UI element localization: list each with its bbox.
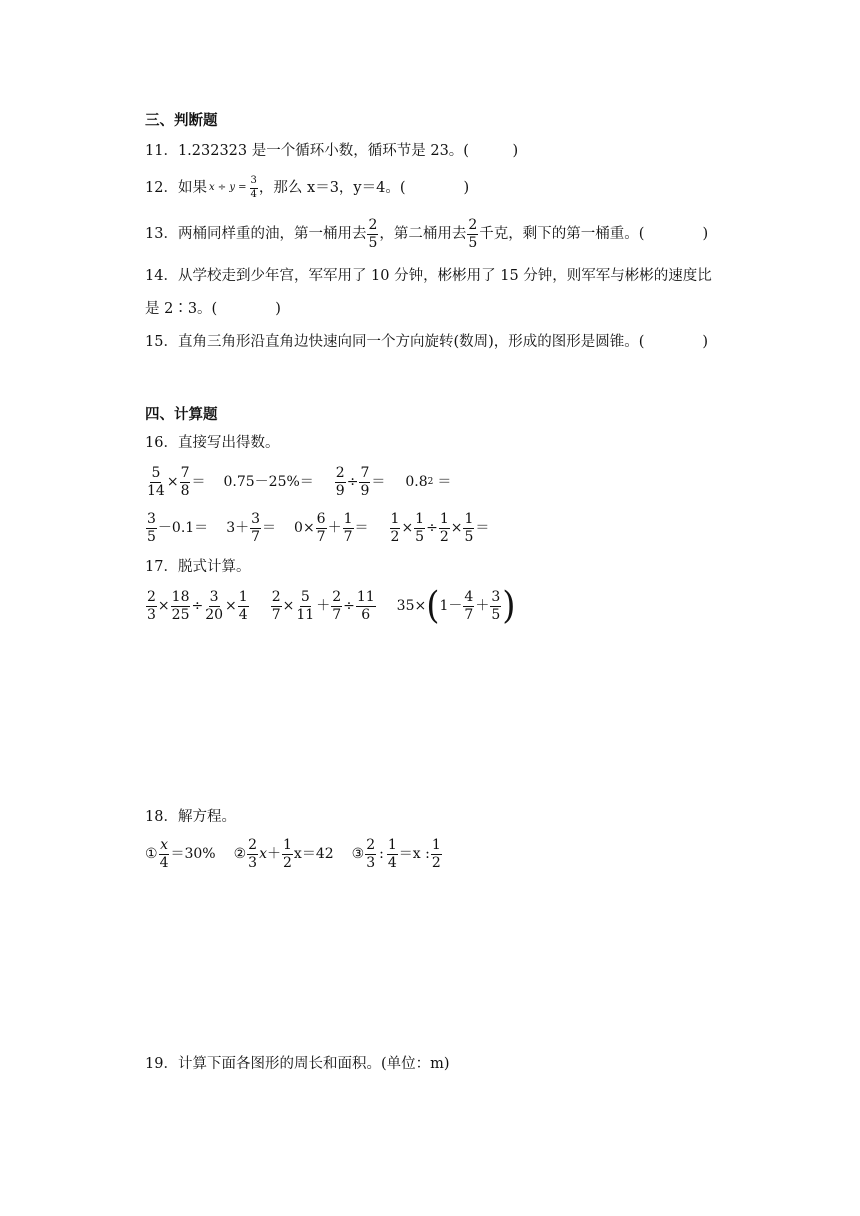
equals-sign: ＝ [262,520,277,536]
q18-eq-1-tail: ＝30% [170,846,216,862]
times-sign: × [282,598,295,614]
q16-row-1 [145,462,451,502]
fraction-1-2: $\frac{1}{2}$ [390,510,400,545]
fraction-1-5: $\frac{1}{5}$ [415,510,425,545]
q16-row-2 [145,508,489,548]
fraction-4-7: $\frac{4}{7}$ [464,588,474,623]
circled-2: ② [233,846,247,862]
question-13-part-b: ，第二桶用去 [379,225,467,242]
fraction-2-7: $\frac{2}{7}$ [271,588,281,623]
q16-r2-expr-1: －0.1＝ [157,520,209,536]
divide-sign: ÷ [426,520,438,536]
fraction-3-7: $\frac{3}{7}$ [251,510,261,545]
q16-r2-expr-2: 3＋ [226,520,250,536]
fraction-2-7: $\frac{2}{7}$ [332,588,342,623]
q16-r2-expr-3: 0× [294,520,315,536]
divide-sign: ÷ [346,474,359,490]
fraction-2-3: $\frac{2}{3}$ [248,836,258,871]
times-sign: × [225,598,237,614]
question-19: 19．计算下面各图形的周长和面积。(单位：m) [145,1056,450,1072]
plus-sign: ＋ [327,520,342,536]
q18-eq-3-mid: ＝x : [398,846,430,862]
fraction-5-11: $\frac{5}{11}$ [296,588,315,623]
circled-1: ① [145,846,158,862]
left-paren-icon: ( [426,584,440,628]
section-title-calculation: 四、计算题 [145,407,218,423]
fraction-18-25: $\frac{18}{25}$ [171,588,190,623]
times-sign: × [166,474,179,490]
equals-sign: ＝ [371,474,386,490]
question-17: 17．脱式计算。 [145,559,251,575]
divide-sign: ÷ [191,598,204,614]
fraction-2-3: $\frac{2}{3}$ [366,836,376,871]
fraction-2-3: $\frac{2}{3}$ [147,588,156,623]
question-12 [145,171,469,205]
equals-sign: ＝ [354,520,369,536]
fraction-6-7: $\frac{6}{7}$ [316,510,326,545]
number-one: 1 [439,598,449,614]
fraction-3-5: $\frac{3}{5}$ [147,510,156,545]
q18-eq-2-tail: x＝42 [293,846,334,862]
plus-sign: ＋ [316,598,331,614]
question-18: 18．解方程。 [145,809,236,825]
fraction-3-20: $\frac{3}{20}$ [205,588,224,623]
equals-sign: ＝ [475,520,490,536]
minus-sign: － [448,598,463,614]
fraction-3-4: $\frac{3}{4}$ [250,175,257,200]
circled-3: ③ [351,846,365,862]
colon-sign: : [379,846,384,862]
fraction-2-5: $\frac{2}{5}$ [368,216,378,251]
fraction-1-2: $\frac{1}{2}$ [431,836,441,871]
question-15: 15．直角三角形沿直角边快速向同一个方向旋转(数周)，形成的图形是圆锥。( ) [145,334,709,350]
question-13 [145,215,708,253]
q16-expr-4: 0.8 [405,474,428,490]
fraction-2-9: $\frac{2}{9}$ [335,464,345,499]
question-12-prefix: 12．如果 [145,179,207,196]
variable-x: x [259,846,267,862]
fraction-1-2: $\frac{1}{2}$ [283,836,292,871]
question-16: 16．直接写出得数。 [145,435,280,451]
q18-row [145,834,443,874]
times-sign: × [157,598,170,614]
question-11: 11．1.232323 是一个循环小数，循环节是 23。( ) [145,143,519,159]
divide-sign: ÷ [343,598,355,614]
fraction-1-7: $\frac{1}{7}$ [343,510,353,545]
times-sign: × [401,520,414,536]
fraction-1-2: $\frac{1}{2}$ [439,510,449,545]
question-13-part-a: 13．两桶同样重的油，第一桶用去 [145,225,367,242]
equals-sign: ＝ [191,474,206,490]
fraction-x-4: $\frac{x}{4}$ [159,836,169,871]
question-12-suffix: ，那么 x＝3，y＝4。( ) [258,179,470,196]
q17-row [145,584,516,628]
fraction-2-5: $\frac{2}{5}$ [468,216,478,251]
fraction-1-5: $\frac{1}{5}$ [464,510,474,545]
fraction-1-4: $\frac{1}{4}$ [387,836,397,871]
fraction-7-9: $\frac{7}{9}$ [360,464,370,499]
fraction-1-4: $\frac{1}{4}$ [238,588,248,623]
equals-sign: ＝ [437,474,452,490]
section-title-judgement: 三、判断题 [145,113,218,129]
q16-expr-2: 0.75－25%＝ [223,474,314,490]
question-14-line-1: 14．从学校走到少年宫，军军用了 10 分钟，彬彬用了 15 分钟，则军军与彬彬的速度比 [145,268,712,284]
question-14-line-2: 是 2∶3。( ) [145,301,281,317]
q17-expr-3-head: 35× [396,598,427,614]
times-sign: × [450,520,463,536]
plus-sign: ＋ [267,846,281,862]
question-13-part-c: 千克，剩下的第一桶重。( ) [479,225,709,242]
fraction-7-8: $\frac{7}{8}$ [180,464,190,499]
fraction-3-5: $\frac{3}{5}$ [491,588,501,623]
superscript-2: 2 [427,476,434,487]
right-paren-icon: ) [502,584,516,628]
plus-sign: ＋ [475,598,490,614]
fraction-11-6: $\frac{11}{6}$ [356,588,375,623]
fraction-5-14: $\frac{5}{14}$ [147,464,165,499]
q12-expression: x ÷ y = [208,182,247,193]
